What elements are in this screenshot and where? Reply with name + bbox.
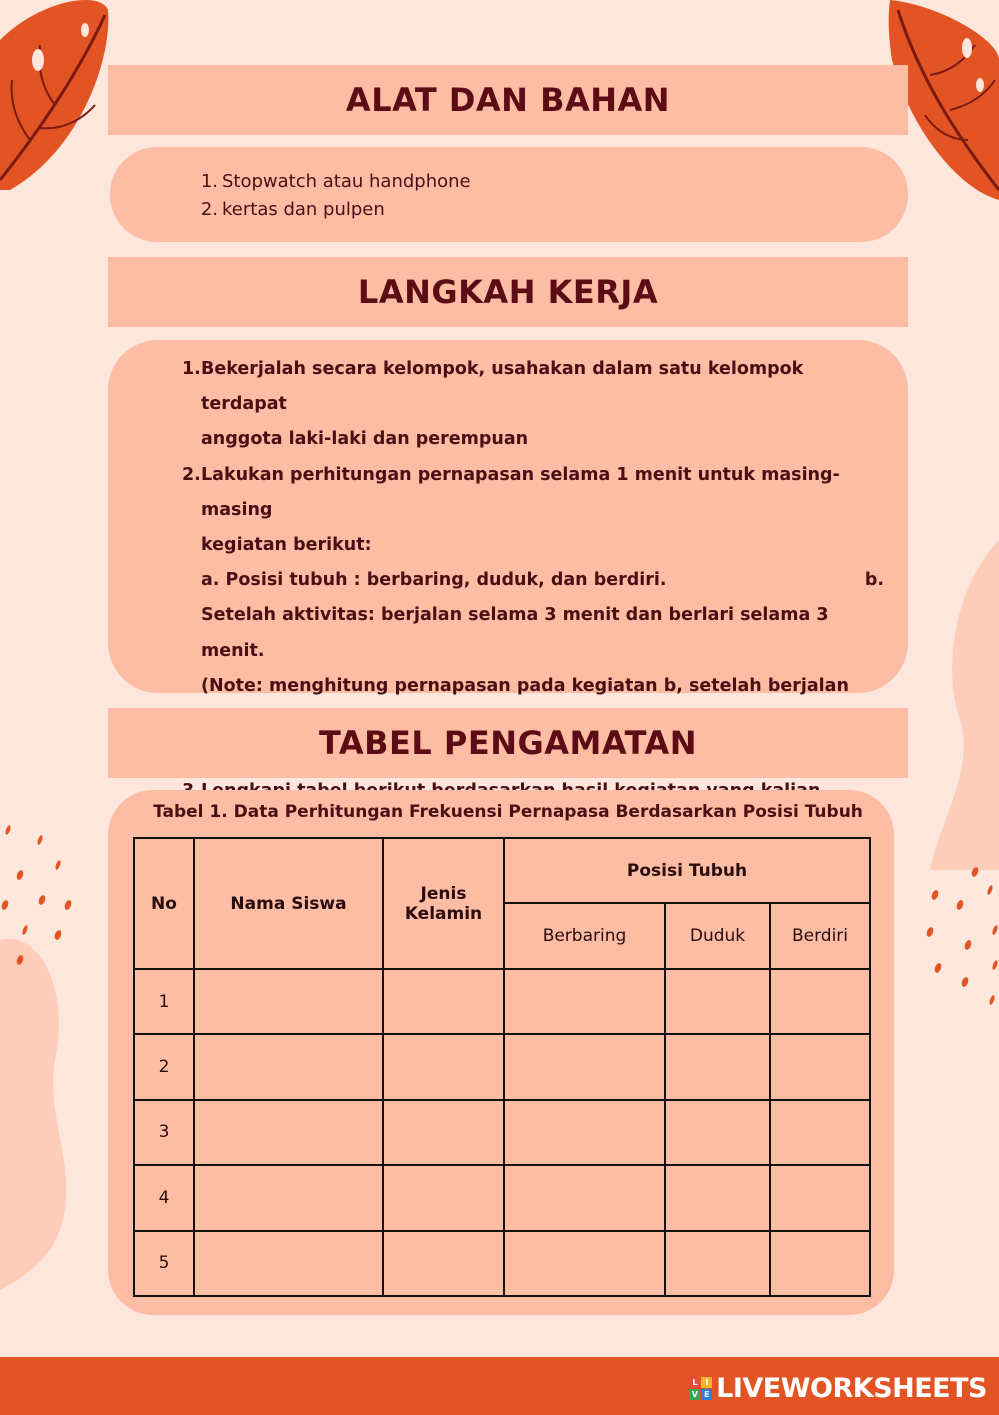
blob-decoration-right [920,540,999,870]
cell-nama[interactable] [194,1100,383,1165]
cell-jenis[interactable] [383,969,504,1034]
header-nama-siswa: Nama Siswa [194,838,383,969]
row-number: 3 [134,1100,194,1165]
cell-berbaring[interactable] [504,969,665,1034]
liveworksheets-logo-icon: L I V E [689,1377,712,1400]
dots-decoration-left [0,820,80,970]
langkah-kerja-title: LANGKAH KERJA [108,257,908,327]
cell-berdiri[interactable] [770,1165,870,1230]
cell-nama[interactable] [194,969,383,1034]
tabel-pengamatan-title: TABEL PENGAMATAN [108,708,908,778]
cell-berbaring[interactable] [504,1231,665,1296]
cell-berdiri[interactable] [770,1231,870,1296]
header-berdiri: Berdiri [770,903,870,969]
table-caption: Tabel 1. Data Perhitungan Frekuensi Pernapasa Berdasarkan Posisi Tubuh [153,802,863,822]
header-berbaring: Berbaring [504,903,665,969]
cell-duduk[interactable] [665,1100,770,1165]
header-posisi-tubuh: Posisi Tubuh [504,838,870,903]
cell-duduk[interactable] [665,1165,770,1230]
alat-dan-bahan-title: ALAT DAN BAHAN [108,65,908,135]
cell-duduk[interactable] [665,1034,770,1099]
row-number: 2 [134,1034,194,1099]
list-item: 1. Stopwatch atau handphone [200,171,471,192]
cell-berdiri[interactable] [770,969,870,1034]
cell-jenis[interactable] [383,1165,504,1230]
cell-berdiri[interactable] [770,1034,870,1099]
table-row [134,1231,870,1296]
row-number: 5 [134,1231,194,1296]
alat-list [200,168,471,224]
table-row [134,1034,870,1099]
cell-nama[interactable] [194,1034,383,1099]
cell-nama[interactable] [194,1165,383,1230]
cell-duduk[interactable] [665,969,770,1034]
header-duduk: Duduk [665,903,770,969]
cell-berbaring[interactable] [504,1165,665,1230]
observation-table [133,837,871,1297]
step-1: 1. Bekerjalah secara kelompok, usahakan dalam satu kelompok terdapat anggota laki-laki dan perempuan [182,359,804,450]
dots-decoration-right [920,860,999,1010]
cell-duduk[interactable] [665,1231,770,1296]
table-row [134,1100,870,1165]
row-number: 1 [134,969,194,1034]
brand-name: LIVEWORKSHEETS [716,1372,987,1404]
table-row [134,969,870,1034]
blob-decoration-left [0,930,90,1290]
cell-jenis[interactable] [383,1100,504,1165]
row-number: 4 [134,1165,194,1230]
header-no: No [134,838,194,969]
header-jenis-kelamin: Jenis Kelamin [383,838,504,969]
cell-jenis[interactable] [383,1034,504,1099]
cell-jenis[interactable] [383,1231,504,1296]
step-2: 2. Lakukan perhitungan pernapasan selama 1 menit untuk masing-masing kegiatan berikut: a. Posisi tubuh : berbaring, duduk, dan berdiri. b. Setelah aktivitas: berjalan selama 3 menit dan berlari selama 3 menit. (Note: menghitung pernapasan pada kegiatan b, setelah berjalan [182,464,884,696]
leaf-decoration-top-left [0,0,120,200]
cell-berdiri[interactable] [770,1100,870,1165]
list-item: 2. kertas dan pulpen [200,199,385,220]
cell-berbaring[interactable] [504,1100,665,1165]
cell-nama[interactable] [194,1231,383,1296]
cell-berbaring[interactable] [504,1034,665,1099]
liveworksheets-brand[interactable] [689,1373,987,1403]
table-row [134,1165,870,1230]
